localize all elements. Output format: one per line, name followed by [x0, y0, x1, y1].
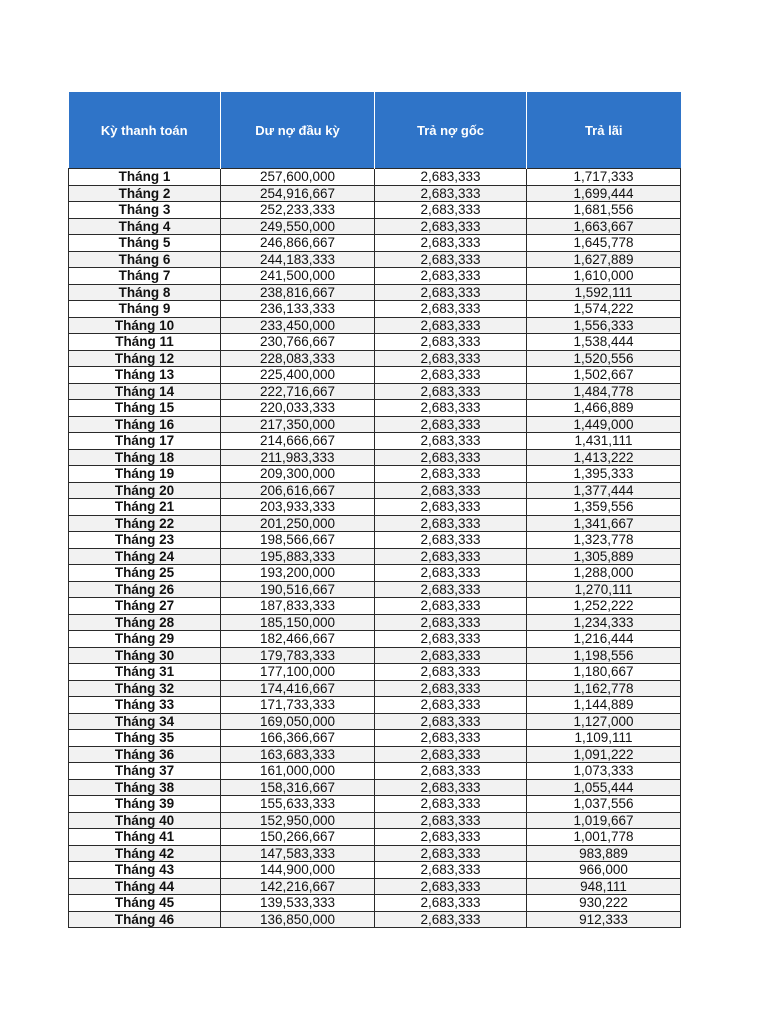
interest-cell: 1,109,111 — [527, 730, 681, 747]
principal-cell: 2,683,333 — [375, 466, 527, 483]
period-cell: Tháng 6 — [69, 251, 221, 268]
opening-balance-cell: 246,866,667 — [221, 235, 375, 252]
interest-cell: 1,377,444 — [527, 482, 681, 499]
opening-balance-cell: 236,133,333 — [221, 301, 375, 318]
period-cell: Tháng 11 — [69, 334, 221, 351]
period-cell: Tháng 1 — [69, 169, 221, 186]
principal-cell: 2,683,333 — [375, 631, 527, 648]
principal-cell: 2,683,333 — [375, 845, 527, 862]
principal-cell: 2,683,333 — [375, 301, 527, 318]
principal-cell: 2,683,333 — [375, 235, 527, 252]
interest-cell: 1,717,333 — [527, 169, 681, 186]
interest-cell: 1,234,333 — [527, 614, 681, 631]
table-body — [69, 169, 681, 928]
interest-cell: 1,395,333 — [527, 466, 681, 483]
opening-balance-cell: 203,933,333 — [221, 499, 375, 516]
principal-cell: 2,683,333 — [375, 284, 527, 301]
interest-cell: 1,305,889 — [527, 548, 681, 565]
opening-balance-cell: 144,900,000 — [221, 862, 375, 879]
table-row — [69, 466, 681, 483]
interest-cell: 1,323,778 — [527, 532, 681, 549]
period-cell: Tháng 7 — [69, 268, 221, 285]
period-cell: Tháng 18 — [69, 449, 221, 466]
principal-cell: 2,683,333 — [375, 317, 527, 334]
interest-cell: 983,889 — [527, 845, 681, 862]
table-row — [69, 334, 681, 351]
interest-cell: 1,484,778 — [527, 383, 681, 400]
table-row — [69, 284, 681, 301]
period-cell: Tháng 35 — [69, 730, 221, 747]
table-row — [69, 647, 681, 664]
table-row — [69, 598, 681, 615]
table-row — [69, 548, 681, 565]
period-cell: Tháng 9 — [69, 301, 221, 318]
period-cell: Tháng 32 — [69, 680, 221, 697]
period-cell: Tháng 39 — [69, 796, 221, 813]
opening-balance-cell: 169,050,000 — [221, 713, 375, 730]
interest-cell: 1,627,889 — [527, 251, 681, 268]
interest-cell: 1,091,222 — [527, 746, 681, 763]
principal-cell: 2,683,333 — [375, 581, 527, 598]
table-row — [69, 482, 681, 499]
period-cell: Tháng 10 — [69, 317, 221, 334]
principal-cell: 2,683,333 — [375, 367, 527, 384]
opening-balance-cell: 195,883,333 — [221, 548, 375, 565]
table-row — [69, 614, 681, 631]
period-cell: Tháng 41 — [69, 829, 221, 846]
period-cell: Tháng 22 — [69, 515, 221, 532]
table-row — [69, 581, 681, 598]
opening-balance-cell: 142,216,667 — [221, 878, 375, 895]
period-cell: Tháng 21 — [69, 499, 221, 516]
principal-cell: 2,683,333 — [375, 433, 527, 450]
principal-cell: 2,683,333 — [375, 218, 527, 235]
table-row — [69, 515, 681, 532]
table-row — [69, 697, 681, 714]
principal-cell: 2,683,333 — [375, 895, 527, 912]
principal-cell: 2,683,333 — [375, 482, 527, 499]
principal-cell: 2,683,333 — [375, 565, 527, 582]
table-row — [69, 812, 681, 829]
interest-cell: 1,359,556 — [527, 499, 681, 516]
opening-balance-cell: 241,500,000 — [221, 268, 375, 285]
interest-cell: 1,127,000 — [527, 713, 681, 730]
opening-balance-cell: 163,683,333 — [221, 746, 375, 763]
table-row — [69, 449, 681, 466]
period-cell: Tháng 19 — [69, 466, 221, 483]
interest-cell: 948,111 — [527, 878, 681, 895]
interest-cell: 1,341,667 — [527, 515, 681, 532]
opening-balance-cell: 193,200,000 — [221, 565, 375, 582]
opening-balance-cell: 185,150,000 — [221, 614, 375, 631]
opening-balance-cell: 190,516,667 — [221, 581, 375, 598]
opening-balance-cell: 257,600,000 — [221, 169, 375, 186]
interest-cell: 1,288,000 — [527, 565, 681, 582]
table-row — [69, 350, 681, 367]
opening-balance-cell: 147,583,333 — [221, 845, 375, 862]
table-row — [69, 185, 681, 202]
opening-balance-cell: 150,266,667 — [221, 829, 375, 846]
period-cell: Tháng 30 — [69, 647, 221, 664]
period-cell: Tháng 14 — [69, 383, 221, 400]
principal-cell: 2,683,333 — [375, 796, 527, 813]
header-period: Kỳ thanh toán — [69, 92, 221, 169]
period-cell: Tháng 45 — [69, 895, 221, 912]
interest-cell: 1,681,556 — [527, 202, 681, 219]
opening-balance-cell: 233,450,000 — [221, 317, 375, 334]
interest-cell: 1,073,333 — [527, 763, 681, 780]
interest-cell: 1,252,222 — [527, 598, 681, 615]
period-cell: Tháng 12 — [69, 350, 221, 367]
principal-cell: 2,683,333 — [375, 449, 527, 466]
principal-cell: 2,683,333 — [375, 878, 527, 895]
table-row — [69, 746, 681, 763]
opening-balance-cell: 211,983,333 — [221, 449, 375, 466]
header-opening-balance: Dư nợ đầu kỳ — [221, 92, 375, 169]
period-cell: Tháng 38 — [69, 779, 221, 796]
interest-cell: 966,000 — [527, 862, 681, 879]
principal-cell: 2,683,333 — [375, 713, 527, 730]
table-row — [69, 416, 681, 433]
interest-cell: 1,270,111 — [527, 581, 681, 598]
opening-balance-cell: 209,300,000 — [221, 466, 375, 483]
opening-balance-cell: 228,083,333 — [221, 350, 375, 367]
principal-cell: 2,683,333 — [375, 664, 527, 681]
table-row — [69, 317, 681, 334]
table-row — [69, 268, 681, 285]
opening-balance-cell: 238,816,667 — [221, 284, 375, 301]
opening-balance-cell: 201,250,000 — [221, 515, 375, 532]
period-cell: Tháng 29 — [69, 631, 221, 648]
principal-cell: 2,683,333 — [375, 532, 527, 549]
interest-cell: 1,019,667 — [527, 812, 681, 829]
principal-cell: 2,683,333 — [375, 515, 527, 532]
table-row — [69, 895, 681, 912]
period-cell: Tháng 34 — [69, 713, 221, 730]
table-row — [69, 845, 681, 862]
period-cell: Tháng 3 — [69, 202, 221, 219]
table-row — [69, 383, 681, 400]
principal-cell: 2,683,333 — [375, 334, 527, 351]
principal-cell: 2,683,333 — [375, 680, 527, 697]
principal-cell: 2,683,333 — [375, 268, 527, 285]
principal-cell: 2,683,333 — [375, 499, 527, 516]
principal-cell: 2,683,333 — [375, 746, 527, 763]
period-cell: Tháng 4 — [69, 218, 221, 235]
table-row — [69, 779, 681, 796]
principal-cell: 2,683,333 — [375, 416, 527, 433]
table-row — [69, 169, 681, 186]
opening-balance-cell: 217,350,000 — [221, 416, 375, 433]
period-cell: Tháng 13 — [69, 367, 221, 384]
table-row — [69, 301, 681, 318]
interest-cell: 1,592,111 — [527, 284, 681, 301]
table-row — [69, 433, 681, 450]
period-cell: Tháng 46 — [69, 911, 221, 928]
period-cell: Tháng 8 — [69, 284, 221, 301]
opening-balance-cell: 244,183,333 — [221, 251, 375, 268]
principal-cell: 2,683,333 — [375, 812, 527, 829]
period-cell: Tháng 26 — [69, 581, 221, 598]
principal-cell: 2,683,333 — [375, 185, 527, 202]
opening-balance-cell: 179,783,333 — [221, 647, 375, 664]
principal-cell: 2,683,333 — [375, 862, 527, 879]
principal-cell: 2,683,333 — [375, 829, 527, 846]
principal-cell: 2,683,333 — [375, 779, 527, 796]
period-cell: Tháng 33 — [69, 697, 221, 714]
opening-balance-cell: 225,400,000 — [221, 367, 375, 384]
period-cell: Tháng 31 — [69, 664, 221, 681]
principal-cell: 2,683,333 — [375, 614, 527, 631]
principal-cell: 2,683,333 — [375, 350, 527, 367]
table-row — [69, 680, 681, 697]
opening-balance-cell: 166,366,667 — [221, 730, 375, 747]
period-cell: Tháng 15 — [69, 400, 221, 417]
opening-balance-cell: 177,100,000 — [221, 664, 375, 681]
opening-balance-cell: 249,550,000 — [221, 218, 375, 235]
table-row — [69, 763, 681, 780]
period-cell: Tháng 23 — [69, 532, 221, 549]
table-row — [69, 532, 681, 549]
period-cell: Tháng 36 — [69, 746, 221, 763]
period-cell: Tháng 20 — [69, 482, 221, 499]
period-cell: Tháng 37 — [69, 763, 221, 780]
opening-balance-cell: 158,316,667 — [221, 779, 375, 796]
table-row — [69, 911, 681, 928]
period-cell: Tháng 2 — [69, 185, 221, 202]
interest-cell: 912,333 — [527, 911, 681, 928]
period-cell: Tháng 27 — [69, 598, 221, 615]
period-cell: Tháng 44 — [69, 878, 221, 895]
principal-cell: 2,683,333 — [375, 730, 527, 747]
table-row — [69, 499, 681, 516]
interest-cell: 1,520,556 — [527, 350, 681, 367]
interest-cell: 1,556,333 — [527, 317, 681, 334]
interest-cell: 1,699,444 — [527, 185, 681, 202]
interest-cell: 1,413,222 — [527, 449, 681, 466]
opening-balance-cell: 206,616,667 — [221, 482, 375, 499]
interest-cell: 1,645,778 — [527, 235, 681, 252]
period-cell: Tháng 17 — [69, 433, 221, 450]
table-row — [69, 878, 681, 895]
opening-balance-cell: 171,733,333 — [221, 697, 375, 714]
principal-cell: 2,683,333 — [375, 169, 527, 186]
interest-cell: 1,502,667 — [527, 367, 681, 384]
principal-cell: 2,683,333 — [375, 911, 527, 928]
period-cell: Tháng 28 — [69, 614, 221, 631]
period-cell: Tháng 24 — [69, 548, 221, 565]
opening-balance-cell: 174,416,667 — [221, 680, 375, 697]
table-row — [69, 235, 681, 252]
interest-cell: 1,663,667 — [527, 218, 681, 235]
opening-balance-cell: 139,533,333 — [221, 895, 375, 912]
table-row — [69, 664, 681, 681]
principal-cell: 2,683,333 — [375, 548, 527, 565]
principal-cell: 2,683,333 — [375, 383, 527, 400]
period-cell: Tháng 40 — [69, 812, 221, 829]
table-row — [69, 829, 681, 846]
opening-balance-cell: 254,916,667 — [221, 185, 375, 202]
period-cell: Tháng 25 — [69, 565, 221, 582]
opening-balance-cell: 155,633,333 — [221, 796, 375, 813]
table-row — [69, 400, 681, 417]
table-row — [69, 218, 681, 235]
table-header — [69, 92, 681, 169]
period-cell: Tháng 5 — [69, 235, 221, 252]
opening-balance-cell: 182,466,667 — [221, 631, 375, 648]
opening-balance-cell: 152,950,000 — [221, 812, 375, 829]
table-row — [69, 862, 681, 879]
interest-cell: 1,001,778 — [527, 829, 681, 846]
principal-cell: 2,683,333 — [375, 400, 527, 417]
table-row — [69, 796, 681, 813]
period-cell: Tháng 43 — [69, 862, 221, 879]
principal-cell: 2,683,333 — [375, 697, 527, 714]
principal-cell: 2,683,333 — [375, 251, 527, 268]
principal-cell: 2,683,333 — [375, 763, 527, 780]
interest-cell: 1,055,444 — [527, 779, 681, 796]
opening-balance-cell: 187,833,333 — [221, 598, 375, 615]
header-principal-payment: Trả nợ gốc — [375, 92, 527, 169]
interest-cell: 1,216,444 — [527, 631, 681, 648]
table-row — [69, 251, 681, 268]
interest-cell: 1,162,778 — [527, 680, 681, 697]
opening-balance-cell: 161,000,000 — [221, 763, 375, 780]
interest-cell: 1,198,556 — [527, 647, 681, 664]
interest-cell: 1,574,222 — [527, 301, 681, 318]
table-row — [69, 367, 681, 384]
interest-cell: 1,431,111 — [527, 433, 681, 450]
interest-cell: 1,538,444 — [527, 334, 681, 351]
principal-cell: 2,683,333 — [375, 598, 527, 615]
opening-balance-cell: 220,033,333 — [221, 400, 375, 417]
table-row — [69, 202, 681, 219]
interest-cell: 1,180,667 — [527, 664, 681, 681]
opening-balance-cell: 230,766,667 — [221, 334, 375, 351]
opening-balance-cell: 214,666,667 — [221, 433, 375, 450]
interest-cell: 1,449,000 — [527, 416, 681, 433]
principal-cell: 2,683,333 — [375, 647, 527, 664]
opening-balance-cell: 198,566,667 — [221, 532, 375, 549]
table-row — [69, 565, 681, 582]
table-row — [69, 631, 681, 648]
table-row — [69, 713, 681, 730]
principal-cell: 2,683,333 — [375, 202, 527, 219]
interest-cell: 930,222 — [527, 895, 681, 912]
opening-balance-cell: 252,233,333 — [221, 202, 375, 219]
period-cell: Tháng 42 — [69, 845, 221, 862]
interest-cell: 1,144,889 — [527, 697, 681, 714]
period-cell: Tháng 16 — [69, 416, 221, 433]
opening-balance-cell: 136,850,000 — [221, 911, 375, 928]
header-row — [69, 92, 681, 169]
table-row — [69, 730, 681, 747]
payment-schedule-table — [68, 92, 681, 928]
header-interest-payment: Trả lãi — [527, 92, 681, 169]
interest-cell: 1,037,556 — [527, 796, 681, 813]
opening-balance-cell: 222,716,667 — [221, 383, 375, 400]
interest-cell: 1,466,889 — [527, 400, 681, 417]
interest-cell: 1,610,000 — [527, 268, 681, 285]
